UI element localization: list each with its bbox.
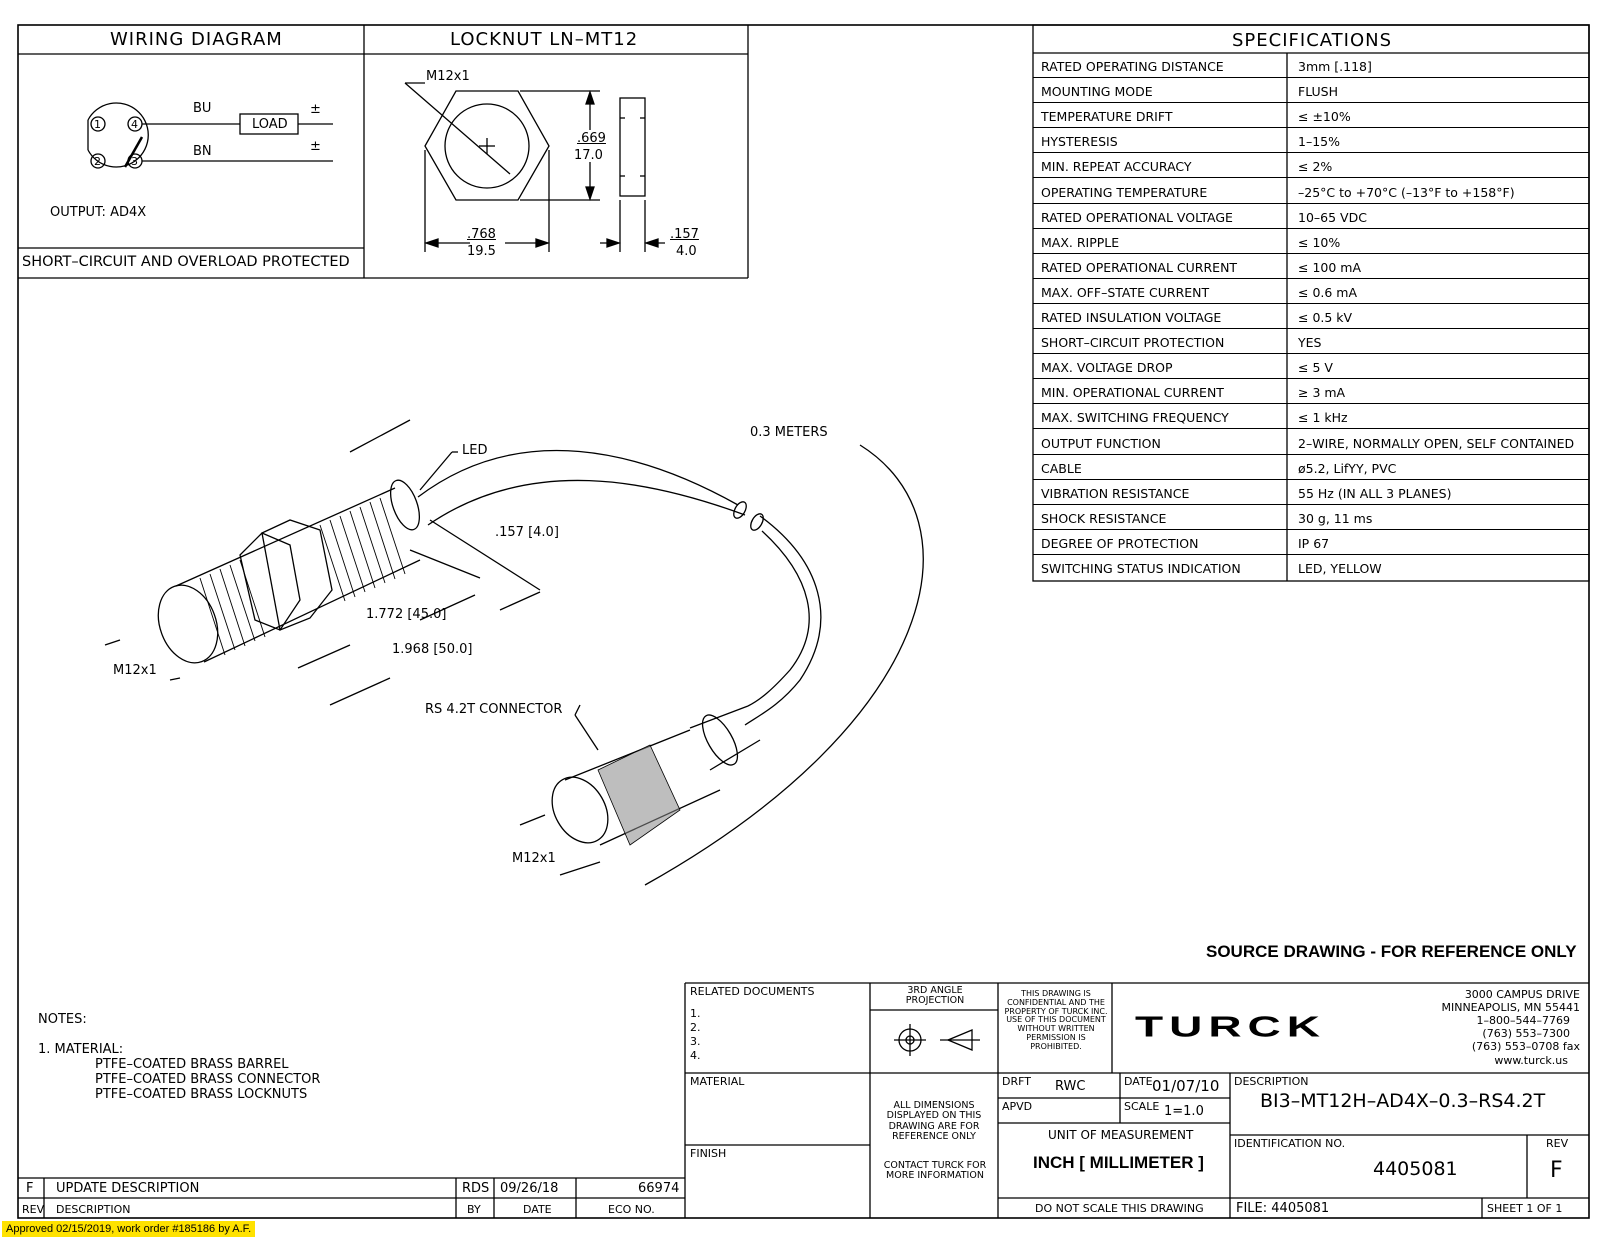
protection-label: SHORT–CIRCUIT AND OVERLOAD PROTECTED	[22, 254, 350, 270]
locknut-width-in: .768	[467, 227, 496, 242]
dim-1772-label: 1.772 [45.0]	[366, 607, 447, 622]
spec-row	[1033, 480, 1589, 505]
spec-value: LED, YELLOW	[1298, 561, 1382, 576]
date-col-header: DATE	[523, 1203, 552, 1216]
spec-row	[1033, 103, 1589, 128]
description-label: DESCRIPTION	[1234, 1075, 1309, 1088]
rev-col-header: REV	[22, 1203, 45, 1216]
spec-key: MIN. OPERATIONAL CURRENT	[1041, 385, 1224, 401]
identification-number: 4405081	[1373, 1158, 1458, 1180]
locknut-height-mm: 17.0	[574, 148, 603, 163]
spec-key: CABLE	[1041, 460, 1082, 476]
polarity-bottom: ±	[310, 139, 321, 154]
notes-barrel: PTFE–COATED BRASS BARREL	[95, 1057, 289, 1072]
spec-row	[1033, 279, 1589, 304]
output-label: OUTPUT: AD4X	[50, 205, 147, 220]
drft-label: DRFT	[1002, 1075, 1031, 1088]
approval-stamp: Approved 02/15/2019, work order #185186 by A.F.	[2, 1221, 255, 1237]
spec-value: ≤ 0.5 kV	[1298, 310, 1353, 325]
spec-row	[1033, 304, 1589, 329]
address-web: www.turck.us	[1494, 1054, 1568, 1067]
spec-value: FLUSH	[1298, 84, 1339, 100]
pin-1-label: 1	[94, 118, 101, 131]
cable-length-label: 0.3 METERS	[750, 425, 828, 440]
drft-value: RWC	[1055, 1079, 1086, 1094]
spec-value: 55 Hz (IN ALL 3 PLANES)	[1298, 485, 1452, 501]
contact-note: CONTACT TURCK FOR MORE INFORMATION	[883, 1160, 987, 1182]
locknut-width-mm: 19.5	[467, 244, 496, 259]
rev-by: RDS	[462, 1181, 490, 1196]
spec-value: 1–15%	[1298, 134, 1340, 150]
spec-value: 2–WIRE, NORMALLY OPEN, SELF CONTAINED	[1298, 435, 1575, 451]
notes-material: 1. MATERIAL:	[38, 1042, 124, 1057]
spec-key: RATED OPERATING DISTANCE	[1041, 59, 1224, 74]
confidential-note: THIS DRAWING IS CONFIDENTIAL AND THE PROPERTY OF TURCK INC. USE OF THIS DOCUMENT WITHOUT WRITTEN PERMISSION IS PROHIBITED.	[1004, 989, 1108, 1051]
desc-col-header: DESCRIPTION	[56, 1203, 131, 1216]
spec-value: –25°C to +70°C (–13°F to +158°F)	[1298, 184, 1515, 200]
spec-key: SHOCK RESISTANCE	[1041, 510, 1167, 526]
sensor-graphic	[105, 420, 923, 885]
related-docs-label: RELATED DOCUMENTS	[690, 985, 815, 998]
spec-row	[1033, 153, 1589, 178]
spec-key: RATED OPERATIONAL VOLTAGE	[1041, 209, 1233, 225]
spec-value: 30 g, 11 ms	[1298, 510, 1373, 526]
spec-key: TEMPERATURE DRIFT	[1041, 109, 1173, 125]
spec-key: HYSTERESIS	[1041, 134, 1118, 150]
spec-key: SWITCHING STATUS INDICATION	[1041, 561, 1241, 576]
spec-value: ≤ 100 mA	[1298, 259, 1362, 275]
notes-locknuts: PTFE–COATED BRASS LOCKNUTS	[95, 1087, 308, 1102]
address-phone-2: (763) 553–7300	[1482, 1027, 1570, 1040]
load-label: LOAD	[252, 117, 288, 132]
rev-box-label: REV	[1546, 1137, 1569, 1150]
rev-date: 09/26/18	[500, 1181, 559, 1196]
locknut-graphic	[405, 83, 665, 252]
spec-value: ≤ 5 V	[1298, 360, 1333, 376]
spec-value: ≤ 10%	[1298, 234, 1341, 250]
address-line-2: MINNEAPOLIS, MN 55441	[1441, 1001, 1580, 1014]
locknut-thickness-mm: 4.0	[676, 244, 697, 259]
spec-value: 3mm [.118]	[1298, 59, 1372, 74]
address-fax: (763) 553–0708 fax	[1471, 1040, 1580, 1053]
locknut-thread: M12x1	[426, 69, 470, 84]
file-label: FILE: 4405081	[1236, 1201, 1330, 1216]
spec-value: ø5.2, LifYY, PVC	[1298, 460, 1397, 476]
notes-title: NOTES:	[38, 1012, 87, 1027]
address-phone: 1–800–544–7769	[1476, 1014, 1570, 1027]
wiring-diagram-title: WIRING DIAGRAM	[110, 29, 283, 50]
locknut-thickness-in: .157	[670, 227, 699, 242]
spec-row	[1033, 329, 1589, 354]
related-doc-2: 2.	[690, 1021, 701, 1034]
spec-value: ≤ ±10%	[1298, 109, 1351, 125]
wire-bu-label: BU	[193, 101, 212, 116]
spec-row	[1033, 128, 1589, 153]
spec-key: RATED INSULATION VOLTAGE	[1041, 310, 1222, 325]
pin-3-label: 3	[131, 155, 138, 168]
related-doc-4: 4.	[690, 1049, 701, 1062]
spec-key: MIN. REPEAT ACCURACY	[1041, 159, 1192, 175]
by-col-header: BY	[467, 1203, 481, 1216]
dim-157-label: .157 [4.0]	[495, 525, 559, 540]
spec-value: 10–65 VDC	[1298, 209, 1367, 225]
sensor-thread-label: M12x1	[113, 663, 157, 678]
polarity-top: ±	[310, 102, 321, 117]
spec-key: MAX. OFF–STATE CURRENT	[1041, 284, 1210, 300]
pin-2-label: 2	[94, 155, 101, 168]
date-value: 01/07/10	[1152, 1077, 1220, 1095]
spec-row	[1033, 354, 1589, 379]
pin-4-label: 4	[131, 118, 138, 131]
notes-connector: PTFE–COATED BRASS CONNECTOR	[95, 1072, 321, 1087]
finish-label: FINISH	[690, 1147, 727, 1160]
dim-1968-label: 1.968 [50.0]	[392, 642, 473, 657]
led-label: LED	[462, 443, 488, 458]
part-description: BI3–MT12H–AD4X–0.3–RS4.2T	[1260, 1090, 1546, 1112]
spec-value: ≤ 1 kHz	[1298, 410, 1348, 426]
spec-row	[1033, 555, 1589, 580]
date-label: DATE	[1124, 1075, 1153, 1088]
locknut-title: LOCKNUT LN–MT12	[450, 29, 639, 50]
apvd-label: APVD	[1002, 1100, 1033, 1113]
spec-row	[1033, 254, 1589, 279]
spec-key: OUTPUT FUNCTION	[1041, 435, 1161, 451]
spec-key: SHORT–CIRCUIT PROTECTION	[1041, 335, 1225, 351]
specifications-title: SPECIFICATIONS	[1232, 30, 1393, 51]
wire-bn-label: BN	[193, 144, 212, 159]
rev-box-value: F	[1550, 1158, 1563, 1183]
scale-value: 1=1.0	[1164, 1104, 1204, 1119]
spec-row	[1033, 229, 1589, 254]
spec-key: MAX. VOLTAGE DROP	[1041, 360, 1173, 376]
spec-value: IP 67	[1298, 535, 1330, 551]
rev-description: UPDATE DESCRIPTION	[56, 1181, 200, 1196]
spec-row	[1033, 430, 1589, 455]
scale-label: SCALE	[1124, 1100, 1160, 1113]
spec-key: MAX. SWITCHING FREQUENCY	[1041, 410, 1229, 426]
sheet-label: SHEET 1 OF 1	[1487, 1202, 1563, 1215]
rev-eco: 66974	[638, 1181, 680, 1196]
spec-row	[1033, 204, 1589, 229]
spec-row	[1033, 455, 1589, 480]
material-label: MATERIAL	[690, 1075, 745, 1088]
spec-row	[1033, 179, 1589, 204]
spec-key: OPERATING TEMPERATURE	[1041, 184, 1208, 200]
turck-logo: TURCK	[1135, 1010, 1326, 1043]
spec-key: RATED OPERATIONAL CURRENT	[1041, 259, 1238, 275]
uom-label: UNIT OF MEASUREMENT	[1048, 1128, 1194, 1142]
spec-value: ≤ 2%	[1298, 159, 1333, 175]
spec-row	[1033, 53, 1589, 78]
related-doc-1: 1.	[690, 1007, 701, 1020]
spec-row	[1033, 379, 1589, 404]
spec-row	[1033, 78, 1589, 103]
projection-label: 3RD ANGLE PROJECTION	[905, 985, 965, 1007]
identification-label: IDENTIFICATION NO.	[1234, 1137, 1346, 1150]
spec-value: YES	[1298, 335, 1322, 351]
rev-letter: F	[26, 1181, 34, 1196]
spec-row	[1033, 404, 1589, 429]
locknut-height-in: .669	[577, 131, 606, 146]
eco-col-header: ECO NO.	[608, 1203, 655, 1216]
spec-row	[1033, 505, 1589, 530]
spec-key: MOUNTING MODE	[1041, 84, 1153, 100]
spec-row	[1033, 530, 1589, 555]
spec-value: ≤ 0.6 mA	[1298, 284, 1358, 300]
related-doc-3: 3.	[690, 1035, 701, 1048]
reference-note: SOURCE DRAWING - FOR REFERENCE ONLY	[1206, 942, 1577, 961]
dimensions-note: ALL DIMENSIONS DISPLAYED ON THIS DRAWING ARE FOR REFERENCE ONLY	[886, 1100, 982, 1143]
do-not-scale-note: DO NOT SCALE THIS DRAWING	[1035, 1202, 1204, 1215]
address-line-1: 3000 CAMPUS DRIVE	[1464, 988, 1580, 1001]
connector-label: RS 4.2T CONNECTOR	[425, 702, 563, 717]
spec-key: DEGREE OF PROTECTION	[1041, 535, 1199, 551]
spec-value: ≥ 3 mA	[1298, 385, 1346, 401]
connector-thread-label: M12x1	[512, 851, 556, 866]
spec-key: MAX. RIPPLE	[1041, 234, 1120, 250]
uom-value: INCH [ MILLIMETER ]	[1033, 1153, 1204, 1172]
spec-key: VIBRATION RESISTANCE	[1041, 485, 1190, 501]
